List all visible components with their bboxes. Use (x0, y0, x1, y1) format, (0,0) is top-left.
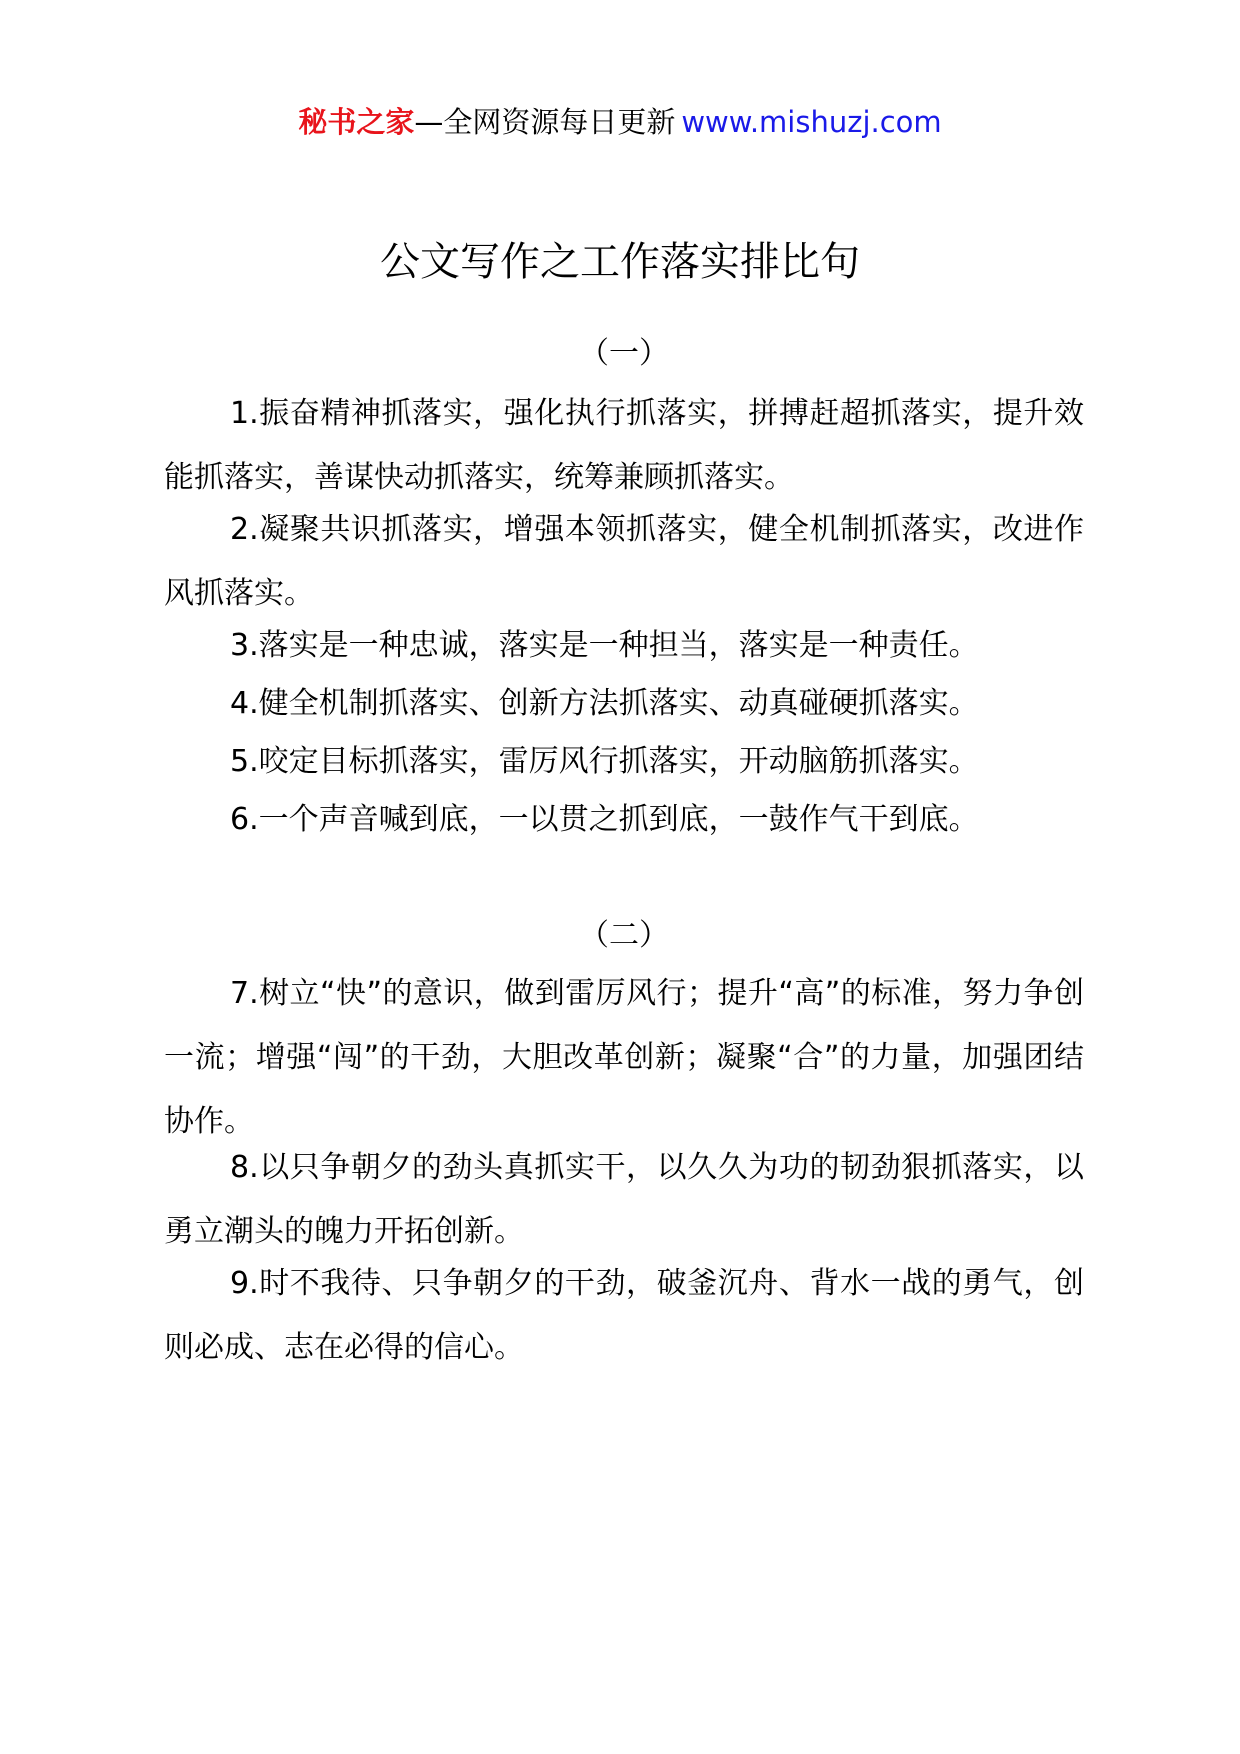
list-item: 5.咬定目标抓落实，雷厉风行抓落实，开动脑筋抓落实。 (230, 744, 979, 779)
list-item: 7.树立“快”的意识，做到雷厉风行；提升“高”的标准，努力争创一流；增强“闯”的干劲，大胆改革创新；凝聚“合”的力量，加强团结协作。 (164, 976, 1084, 1139)
list-item: 6.一个声音喊到底，一以贯之抓到底，一鼓作气干到底。 (230, 802, 979, 837)
list-item: 3.落实是一种忠诚，落实是一种担当，落实是一种责任。 (230, 628, 979, 663)
document-title: 公文写作之工作落实排比句 (380, 239, 860, 285)
site-url-link[interactable]: www.mishuzj.com (681, 105, 942, 139)
list-item: 1.振奋精神抓落实，强化执行抓落实，拼搏赶超抓落实，提升效能抓落实，善谋快动抓落实，统筹兼顾抓落实。 (164, 396, 1084, 495)
brand-slogan: —全网资源每日更新 (414, 105, 676, 139)
section-heading-2: （二） (579, 918, 669, 953)
list-item: 4.健全机制抓落实、创新方法抓落实、动真碰硬抓落实。 (230, 686, 979, 721)
list-item: 9.时不我待、只争朝夕的干劲，破釜沉舟、背水一战的勇气，创则必成、志在必得的信心。 (164, 1266, 1084, 1365)
list-item: 8.以只争朝夕的劲头真抓实干，以久久为功的韧劲狠抓落实，以勇立潮头的魄力开拓创新。 (164, 1150, 1084, 1249)
list-item: 2.凝聚共识抓落实，增强本领抓落实，健全机制抓落实，改进作风抓落实。 (164, 512, 1084, 611)
document-body (164, 0, 1084, 1754)
section-heading-1: （一） (579, 336, 669, 371)
brand-name: 秘书之家 (298, 105, 415, 139)
